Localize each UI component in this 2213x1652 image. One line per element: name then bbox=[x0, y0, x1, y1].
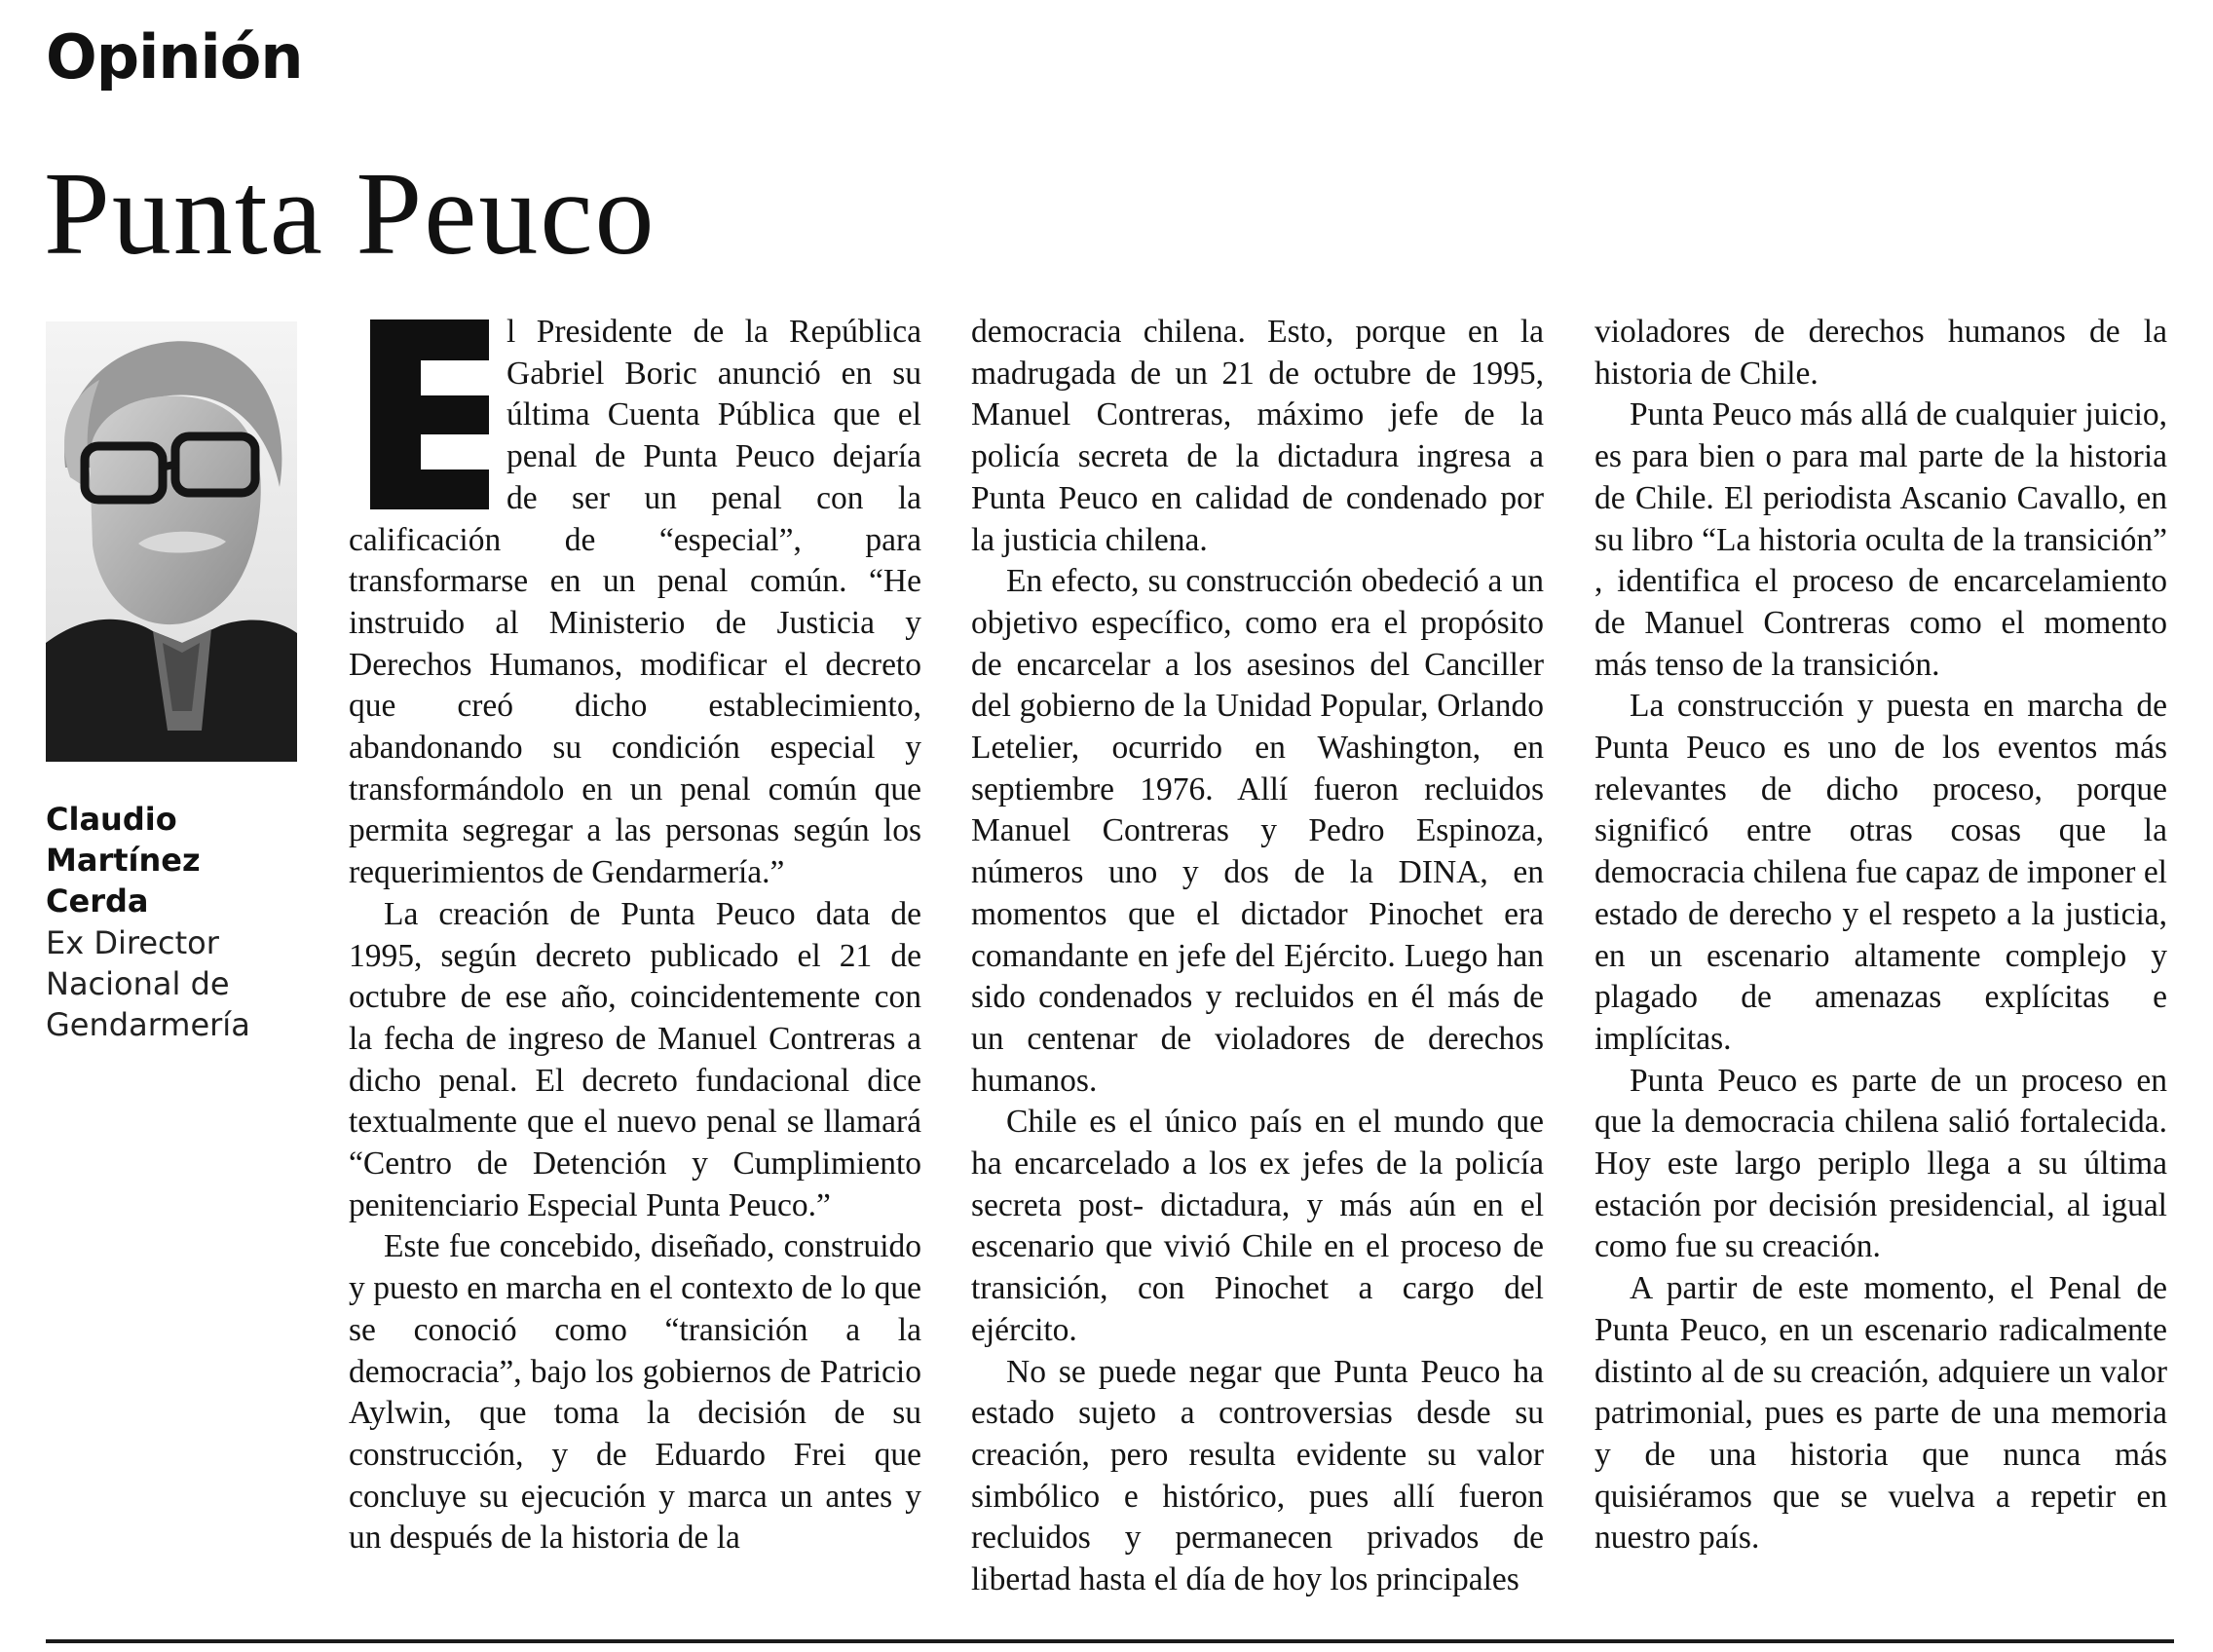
paragraph: La construcción y puesta en marcha de Punta Peuco es uno de los eventos más relevantes de dicho proceso, porque significó entre otras cosas que la democracia chilena fue capaz de imponer el estado de derecho y el respeto a la justicia, en un escenario altamente complejo y plagado de amenazas explícitas e implícitas. bbox=[1594, 688, 2167, 1057]
article-column-3 bbox=[1594, 312, 2167, 1607]
dropcap bbox=[370, 319, 489, 509]
section-label: Opinión bbox=[46, 21, 303, 93]
paragraph: No se puede negar que Punta Peuco ha estado sujeto a controversias desde su creación, pero resulta evidente su valor simbólico e histórico, pues allí fueron recluidos y permanecen privados de libertad hasta el día de hoy los principales bbox=[971, 1353, 1544, 1598]
author-role: Ex Director Nacional de Gendarmería bbox=[46, 924, 250, 1043]
paragraph: violadores de derechos humanos de la historia de Chile. bbox=[1594, 314, 2167, 392]
article-column-1 bbox=[349, 312, 921, 1607]
author-name: Claudio Martínez Cerda bbox=[46, 801, 201, 920]
bottom-rule bbox=[46, 1639, 2174, 1643]
paragraph: Chile es el único país en el mundo que ha encarcelado a los ex jefes de la policía secreta post- dictadura, y más aún en el escenario que vivió Chile en el proceso de transición, con Pinochet a cargo del ejército. bbox=[971, 1104, 1544, 1348]
paragraph: En efecto, su construcción obedeció a un objetivo específico, como era el propósito de encarcelar a los asesinos del Canciller del gobierno de la Unidad Popular, Orlando Letelier, ocurrido en Washington, en septiembre 1976. Allí fueron recluidos Manuel Contreras y Pedro Espinoza, números uno y dos de la DINA, en momentos que el dictador Pinochet era comandante en jefe del Ejército. Luego han sido condenados y recluidos en él más de un centenar de violadores de derechos humanos. bbox=[971, 563, 1544, 1099]
author-portrait-image bbox=[46, 321, 297, 762]
paragraph: Punta Peuco más allá de cualquier juicio, es para bien o para mal parte de la historia de Chile. El periodista Ascanio Cavallo, en su libro “La historia oculta de la transición” , identifica el proceso de encarcelamiento de Manuel Contreras como el momento más tenso de la transición. bbox=[1594, 396, 2167, 683]
paragraph: democracia chilena. Esto, porque en la madrugada de un 21 de octubre de 1995, Manuel Contreras, máximo jefe de la policía secreta de la dictadura ingresa a Punta Peuco en calidad de condenado por la justicia chilena. bbox=[971, 314, 1544, 558]
paragraph: Punta Peuco es parte de un proceso en que la democracia chilena salió fortalecida. Hoy este largo periplo llega a su última estación por decisión presidencial, al igual como fue su creación. bbox=[1594, 1062, 2167, 1265]
article-column-2 bbox=[971, 312, 1544, 1607]
paragraph: La creación de Punta Peuco data de 1995, según decreto publicado el 21 de octubre de ese año, coincidentemente con la fecha de ingreso de Manuel Contreras a dicho penal. El decreto fundacional dice textualmente que el nuevo penal se llamará “Centro de Detención y Cumplimiento penitenciario Especial Punta Peuco.” bbox=[349, 895, 921, 1223]
paragraph: Este fue concebido, diseñado, construido y puesto en marcha en el contexto de lo que se conoció como “transición a la democracia”, bajo los gobiernos de Patricio Aylwin, que toma la decisión de su construcción, y de Eduardo Frei que concluye su ejecución y marca un antes y un después de la historia de la bbox=[349, 1228, 921, 1557]
author-photo bbox=[46, 321, 297, 762]
headline: Punta Peuco bbox=[44, 148, 656, 280]
paragraph: A partir de este momento, el Penal de Punta Peuco, en un escenario radicalmente distinto al de su creación, adquiere un valor patrimonial, pues es parte de una memoria y de una historia que nunca más quisiéramos que se vuelva a repetir en nuestro país. bbox=[1594, 1270, 2167, 1557]
paragraph: l Presidente de la República Gabriel Boric anunció en su última Cuenta Pública que el penal de Punta Peuco dejaría de ser un penal con la calificación de “especial”, para transformarse en un penal común. “He instruido al Ministerio de Justicia y Derechos Humanos, modificar el decreto que creó dicho establecimiento, abandonando su condición especial y transformándolo en un penal común que permita segregar a las personas según los requerimientos de Gendarmería.” bbox=[349, 314, 921, 891]
